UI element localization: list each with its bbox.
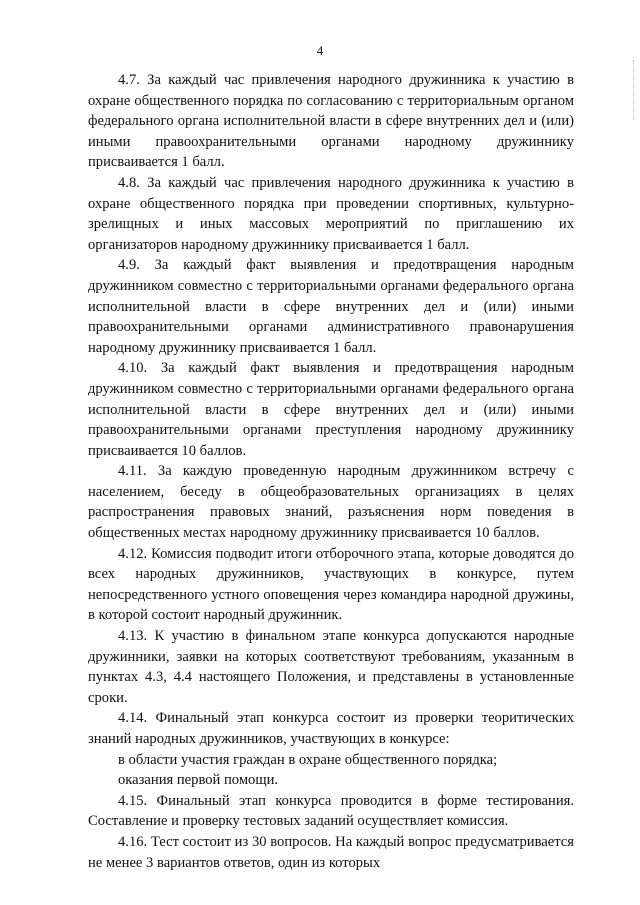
paragraph-4-16: 4.16. Тест состоит из 30 вопросов. На каждый вопрос предусматривается не менее 3 вариантов ответов, один из которых: [88, 833, 574, 871]
paragraph-4-13: 4.13. К участию в финальном этапе конкурса допускаются народные дружинники, заявки на которых соответствуют требованиям, указанным в пунктах 4.3, 4.4 настоящего Положения, и представлены в установленные сроки.: [88, 628, 574, 706]
paragraph-4-10: 4.10. За каждый факт выявления и предотвращения народным дружинником совместно с территориальными органами федерального органа исполнительной власти в сфере внутренних дел и (или) иными правоохранительными органами преступления народному дружиннику присваивается 10 баллов.: [88, 360, 574, 459]
list-item-public-order: в области участия граждан в охране общественного порядка;: [118, 751, 498, 768]
paragraph-4-15: 4.15. Финальный этап конкурса проводится в форме тестирования. Составление и проверку тестовых заданий осуществляет комиссия.: [88, 792, 574, 830]
paragraph-4-12: 4.12. Комиссия подводит итоги отборочного этапа, которые доводятся до всех народных дружинников, участвующих в конкурсе, путем непосредственного устного оповещения через командира народной дружины, в которой состоит народный дружинник.: [88, 545, 574, 624]
paragraph-4-11: 4.11. За каждую проведенную народным дружинником встречу с населением, беседу в общеобразовательных организациях в целях распространения правовых знаний, разъяснения норм поведения в общественных местах народному дружиннику присваивается 10 баллов.: [88, 463, 574, 542]
document-body: [88, 70, 574, 873]
paragraph-4-7: 4.7. За каждый час привлечения народного дружинника к участию в охране общественного порядка по согласованию с территориальным органом федерального органа исполнительной власти в сфере внутренних дел и (или) иными правоохранительными органами народному дружиннику присваивается 1 балл.: [88, 72, 574, 171]
paragraph-4-9: 4.9. За каждый факт выявления и предотвращения народным дружинником совместно с территориальными органами федерального органа исполнительной власти в сфере внутренних дел и (или) иными правоохранительными органами административного правонарушения народному дружиннику присваивается 1 балл.: [88, 257, 574, 356]
list-item-first-aid: оказания первой помощи.: [118, 772, 279, 789]
page-number: 4: [316, 43, 324, 58]
paragraph-4-14: 4.14. Финальный этап конкурса состоит из проверки теоритических знаний народных дружинников, участвующих в конкурсе:: [88, 710, 574, 747]
scan-edge-marks: [631, 60, 634, 120]
paragraph-4-8: 4.8. За каждый час привлечения народного дружинника к участию в охране общественного порядка при проведении спортивных, культурно-зрелищных и иных массовых мероприятий по приглашению их организаторов народному дружиннику присваивается 1 балл.: [88, 174, 574, 253]
